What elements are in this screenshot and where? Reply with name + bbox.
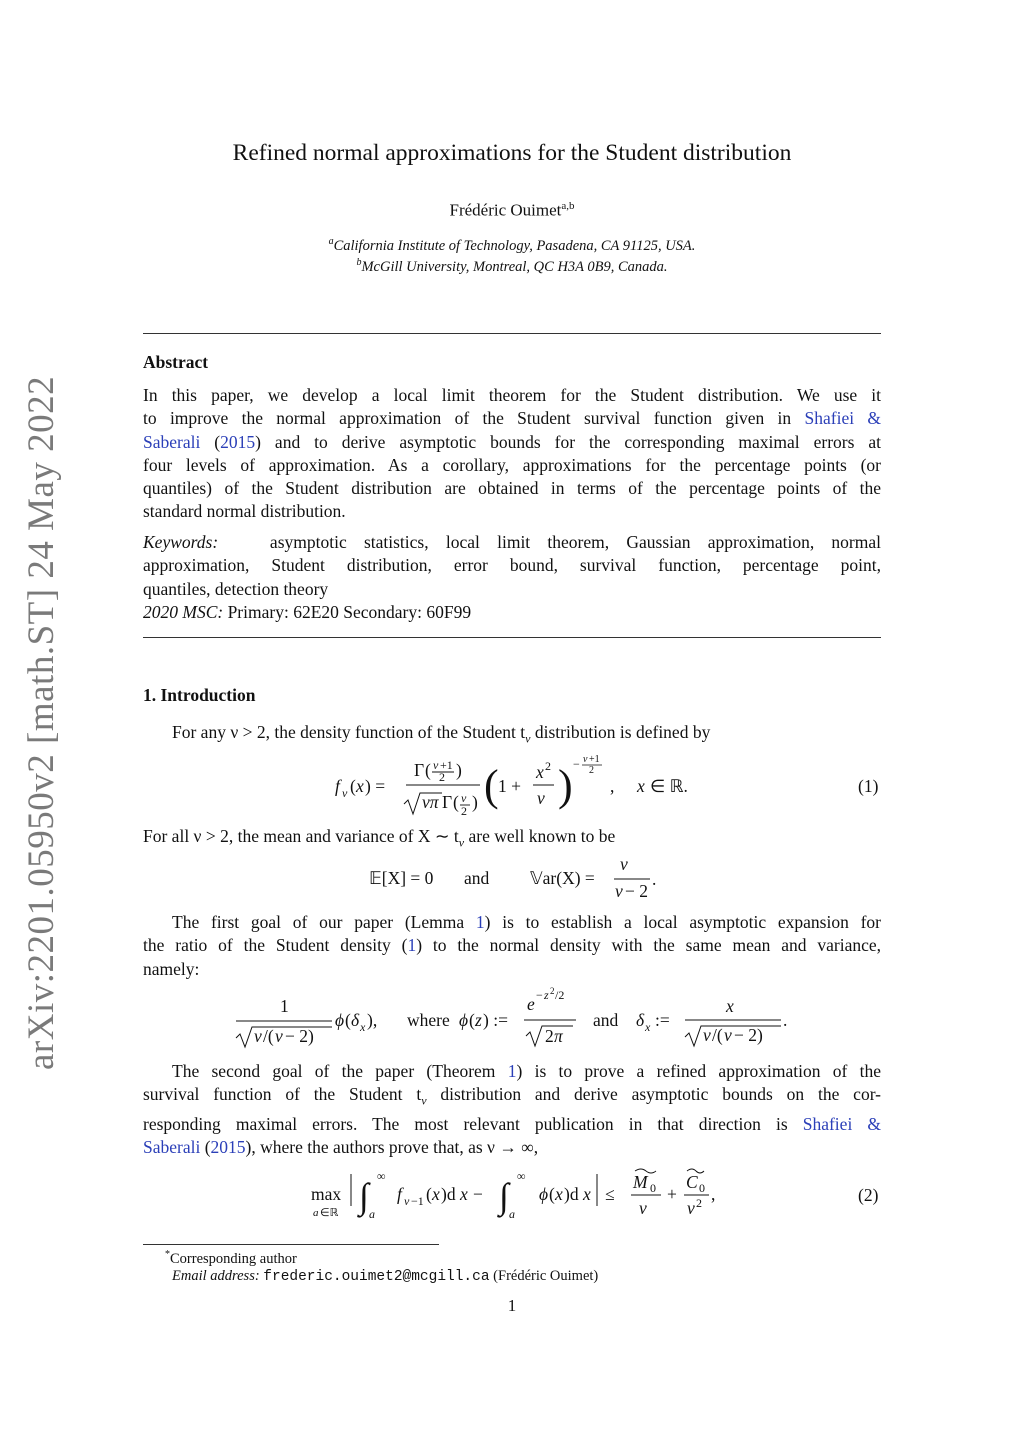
- svg-text:x: x: [645, 1020, 651, 1034]
- svg-text:) =: ) =: [365, 776, 386, 796]
- author-name: Frédéric Ouimet: [449, 200, 562, 220]
- svg-text:a: a: [313, 1207, 319, 1219]
- svg-text:),: ),: [367, 1010, 378, 1030]
- svg-text:): ): [558, 761, 573, 810]
- svg-text:x: x: [583, 1184, 591, 1204]
- svg-text:−: −: [573, 757, 580, 771]
- svg-text:− 2): − 2): [285, 1026, 314, 1046]
- intro-p4-line-1: [143, 1060, 881, 1083]
- svg-text:(: (: [425, 760, 431, 780]
- svg-text:1: 1: [280, 996, 289, 1016]
- intro-p3-line-2: [143, 934, 881, 957]
- svg-text:x: x: [356, 776, 364, 796]
- svg-text:(: (: [484, 761, 499, 810]
- svg-text:ν: ν: [275, 1026, 283, 1046]
- svg-text:2: 2: [550, 986, 555, 996]
- svg-text:x: x: [726, 996, 734, 1016]
- svg-text:− 2): − 2): [734, 1025, 763, 1045]
- keywords-label: Keywords:: [143, 532, 219, 552]
- equation-2-number: (2): [858, 1185, 879, 1205]
- abstract-line-2: [143, 407, 881, 430]
- svg-text:,: ,: [610, 776, 615, 796]
- svg-text:,: ,: [711, 1184, 716, 1204]
- svg-text:): ): [472, 792, 478, 812]
- msc-text: Primary: 62E20 Secondary: 60F99: [227, 601, 472, 622]
- svg-text:): ): [456, 760, 462, 780]
- svg-text:z: z: [544, 988, 549, 1002]
- svg-text:/(: /(: [712, 1025, 723, 1045]
- mean-expression: 𝔼[X] = 0: [369, 868, 434, 888]
- svg-text:∫: ∫: [499, 1176, 509, 1216]
- svg-text:x: x: [360, 1020, 366, 1034]
- abstract-line-4: four levels of approximation. As a corollary, approximations for the percentage points (or: [143, 454, 881, 475]
- svg-text:)d: )d: [564, 1184, 579, 1204]
- variance-fraction: [612, 852, 672, 902]
- svg-text:ϕ: ϕ: [459, 1010, 469, 1030]
- intro-p2-sub: ν: [458, 835, 465, 850]
- keywords-block: [143, 531, 881, 624]
- svg-text:2: 2: [589, 765, 594, 776]
- affiliation-a: [0, 236, 1024, 255]
- svg-text:+1: +1: [440, 758, 453, 772]
- and-word-2: and: [593, 1010, 619, 1030]
- affiliation-b-text: McGill University, Montreal, QC H3A 0B9, Canada.: [361, 258, 668, 275]
- svg-text:x: x: [536, 762, 544, 782]
- intro-p3-l1-a: The first goal of our paper (Lemma: [172, 912, 476, 932]
- abstract-line-2-text: to improve the normal approximation of the Student survival function given in: [143, 408, 792, 429]
- equation-1-ref-link[interactable]: 1: [407, 935, 417, 956]
- svg-text:(: (: [469, 1010, 475, 1030]
- citation-shafiei-link[interactable]: Shafiei &: [804, 408, 882, 429]
- svg-text:Γ: Γ: [442, 792, 453, 812]
- citation-year-link-2[interactable]: 2015: [210, 1137, 246, 1158]
- svg-text:ν: ν: [433, 758, 439, 772]
- footnote-corresponding-text: Corresponding author: [170, 1250, 297, 1267]
- svg-text:Γ: Γ: [414, 760, 425, 780]
- intro-p3-l2-b: ) to the normal density with the same mean and variance,: [416, 935, 881, 956]
- intro-p4-line-2: [143, 1083, 881, 1113]
- abstract-line-1: In this paper, we develop a local limit theorem for the Student distribution. We use it: [143, 385, 881, 405]
- svg-text:ν: ν: [687, 1198, 695, 1218]
- keywords-line-3: quantiles, detection theory: [143, 578, 329, 599]
- svg-text:ν: ν: [342, 786, 348, 800]
- svg-text:≤: ≤: [605, 1184, 615, 1204]
- svg-text:(: (: [345, 1010, 351, 1030]
- svg-text:π: π: [554, 1026, 563, 1046]
- intro-p3-line-1: [143, 911, 881, 934]
- svg-text:ν: ν: [703, 1025, 711, 1045]
- svg-text:ϕ: ϕ: [335, 1010, 345, 1030]
- svg-text:∈ℝ: ∈ℝ: [320, 1207, 339, 1219]
- svg-text:+: +: [667, 1184, 677, 1204]
- intro-p4-l3-a: responding maximal errors. The most relevant publication in that direction is: [143, 1114, 803, 1135]
- svg-text:− 2: − 2: [625, 881, 648, 901]
- intro-p4-l2-b: distribution and derive asymptotic bounds on the cor-: [426, 1084, 881, 1105]
- abstract-line-6: standard normal distribution.: [143, 501, 346, 522]
- affiliation-a-text: California Institute of Technology, Pasadena, CA 91125, USA.: [333, 237, 696, 254]
- svg-text:ν: ν: [583, 754, 588, 765]
- intro-p4-l2-a: survival function of the Student t: [143, 1084, 422, 1105]
- affiliation-a-mark: a: [328, 236, 334, 247]
- svg-text:−1: −1: [411, 1194, 424, 1208]
- intro-p3-l1-b: ) is to establish a local asymptotic expansion for: [484, 912, 881, 932]
- svg-text:2: 2: [696, 1196, 702, 1210]
- svg-text:x: x: [460, 1184, 468, 1204]
- svg-text::=: :=: [655, 1010, 670, 1030]
- email-address-link[interactable]: frederic.ouimet2@mcgill.ca: [263, 1269, 490, 1285]
- svg-text:ν: ν: [639, 1198, 647, 1218]
- svg-text:ν: ν: [254, 1026, 262, 1046]
- equation-phi-and-delta: [455, 986, 805, 1052]
- svg-text:δ: δ: [636, 1010, 645, 1030]
- citation-shafiei-link-2[interactable]: Shafiei &: [802, 1114, 881, 1135]
- svg-text:νπ: νπ: [422, 792, 439, 812]
- footnote-email: [172, 1268, 598, 1285]
- svg-text:a: a: [369, 1207, 375, 1221]
- intro-p3-line-3: namely:: [143, 958, 200, 979]
- equation-1-number: (1): [858, 776, 879, 796]
- abstract-bottom-rule: [143, 637, 881, 638]
- intro-paragraph-2: [143, 825, 881, 855]
- page-number: 1: [507, 1296, 517, 1315]
- theorem-1-ref-link[interactable]: 1: [507, 1061, 517, 1081]
- svg-text:f: f: [335, 776, 340, 796]
- abstract-heading: Abstract: [143, 352, 209, 372]
- intro-paragraph-4: [143, 1060, 881, 1160]
- svg-text:(: (: [453, 792, 459, 812]
- svg-text:/(: /(: [263, 1026, 274, 1046]
- svg-text:2: 2: [439, 770, 445, 784]
- msc-label: 2020 MSC:: [143, 601, 224, 622]
- intro-p4-l1-b: ) is to prove a refined approximation of the: [516, 1061, 882, 1081]
- svg-text:∞: ∞: [517, 1169, 526, 1183]
- affiliation-b-mark: b: [356, 257, 362, 268]
- svg-text:2: 2: [461, 804, 467, 818]
- svg-text:f: f: [397, 1184, 402, 1204]
- intro-paragraph-1: [172, 721, 872, 751]
- svg-text:(: (: [426, 1184, 432, 1204]
- svg-text:+1: +1: [589, 754, 600, 765]
- svg-text:max: max: [311, 1184, 342, 1204]
- svg-text:∫: ∫: [359, 1176, 369, 1216]
- svg-text:M: M: [633, 1172, 648, 1192]
- abstract-line-3-rest: ) and to derive asymptotic bounds for the corresponding maximal errors at: [255, 431, 882, 452]
- svg-text:ν: ν: [404, 1194, 410, 1208]
- where-word: where: [407, 1010, 450, 1030]
- svg-text:x: x: [432, 1184, 440, 1204]
- svg-text:ϕ: ϕ: [539, 1184, 549, 1204]
- svg-text:(: (: [350, 776, 356, 796]
- citation-saberali-link-2[interactable]: Saberali: [143, 1137, 201, 1158]
- section-heading-introduction: 1. Introduction: [143, 685, 256, 705]
- abstract-line-5: quantiles) of the Student distribution are obtained in terms of the percentage points of the: [143, 478, 881, 499]
- variance-lhs: 𝕍ar(X) =: [530, 868, 595, 888]
- svg-text:ν: ν: [620, 854, 628, 874]
- author-line: [0, 200, 1024, 221]
- lemma-1-ref-link[interactable]: 1: [475, 912, 485, 932]
- svg-text:∞: ∞: [377, 1169, 386, 1183]
- arxiv-sidebar-stamp: arXiv:2201.05950v2 [math.ST] 24 May 2022: [21, 375, 62, 1070]
- svg-text:∈ ℝ.: ∈ ℝ.: [650, 776, 688, 796]
- svg-text:.: .: [783, 1010, 788, 1030]
- svg-text:) :=: ) :=: [483, 1010, 508, 1030]
- citation-saberali-link[interactable]: Saberali: [143, 431, 201, 452]
- svg-text:ν: ν: [537, 788, 545, 808]
- intro-p3-l2-a: the ratio of the Student density (: [143, 935, 408, 956]
- author-affiliation-marks: a,b: [561, 200, 575, 212]
- equation-2-max-error-bound: [305, 1162, 735, 1226]
- affiliation-b: [0, 257, 1024, 276]
- svg-text:0: 0: [650, 1181, 656, 1195]
- citation-year-link[interactable]: 2015: [220, 431, 256, 452]
- intro-p1-end: distribution is defined by: [530, 722, 711, 742]
- msc-line: [143, 601, 881, 624]
- intro-paragraph-3: [143, 911, 881, 981]
- intro-p4-l2-sub: ν: [421, 1093, 427, 1108]
- intro-p4-line-4: Saberali (2015), where the authors prove that, as ν → ∞,: [143, 1137, 539, 1158]
- intro-p4-l4-b: ), where the authors prove that, as ν → ∞,: [245, 1137, 539, 1158]
- footnote-rule: [143, 1244, 439, 1245]
- svg-text:−: −: [536, 988, 543, 1002]
- svg-text:x: x: [637, 776, 645, 796]
- svg-text:δ: δ: [351, 1010, 360, 1030]
- intro-p2-text: For all ν > 2, the mean and variance of X ∼ t: [143, 826, 459, 846]
- intro-p1-sub: ν: [525, 731, 531, 746]
- intro-p4-line-3: [143, 1113, 881, 1136]
- email-label: Email address:: [172, 1268, 260, 1284]
- paper-title: Refined normal approximations for the Student distribution: [232, 140, 792, 166]
- abstract-body: [143, 384, 881, 524]
- abstract-line-3: Saberali (2015) and to derive asymptotic bounds for the corresponding maximal errors at: [143, 431, 882, 452]
- svg-text:ν: ν: [615, 881, 623, 901]
- intro-p4-l1-a: The second goal of the paper (Theorem: [172, 1061, 508, 1081]
- intro-p1-text: For any ν > 2, the density function of the Student t: [172, 722, 526, 742]
- mean-variance-and: and: [464, 868, 490, 888]
- svg-text:C: C: [686, 1172, 698, 1192]
- keywords-line-1: [143, 531, 881, 554]
- svg-text:z: z: [475, 1010, 482, 1030]
- svg-text:2: 2: [545, 1026, 554, 1046]
- footnote-marker: *: [165, 1249, 170, 1260]
- svg-text:)d: )d: [441, 1184, 456, 1204]
- keywords-line-1-text: asymptotic statistics, local limit theorem, Gaussian approximation, normal: [269, 532, 882, 552]
- svg-text:−: −: [473, 1184, 483, 1204]
- svg-text:e: e: [527, 994, 535, 1014]
- intro-p2-end: are well known to be: [464, 826, 616, 846]
- footnote-corresponding: [165, 1249, 297, 1268]
- email-owner-name: (Frédéric Ouimet): [493, 1268, 599, 1284]
- svg-text:.: .: [652, 869, 657, 889]
- svg-text:/2: /2: [555, 988, 565, 1002]
- abstract-top-rule: [143, 333, 881, 334]
- equation-1-student-density: [330, 752, 710, 822]
- svg-text:1 +: 1 +: [498, 776, 521, 796]
- svg-text:ν: ν: [461, 791, 467, 805]
- svg-text:x: x: [555, 1184, 563, 1204]
- keywords-line-2: approximation, Student distribution, error bound, survival function, percentage point,: [143, 555, 881, 576]
- svg-text:0: 0: [699, 1181, 705, 1195]
- svg-text:(: (: [549, 1184, 555, 1204]
- svg-text:ν: ν: [724, 1025, 732, 1045]
- svg-text:a: a: [509, 1207, 515, 1221]
- svg-text:2: 2: [545, 759, 551, 773]
